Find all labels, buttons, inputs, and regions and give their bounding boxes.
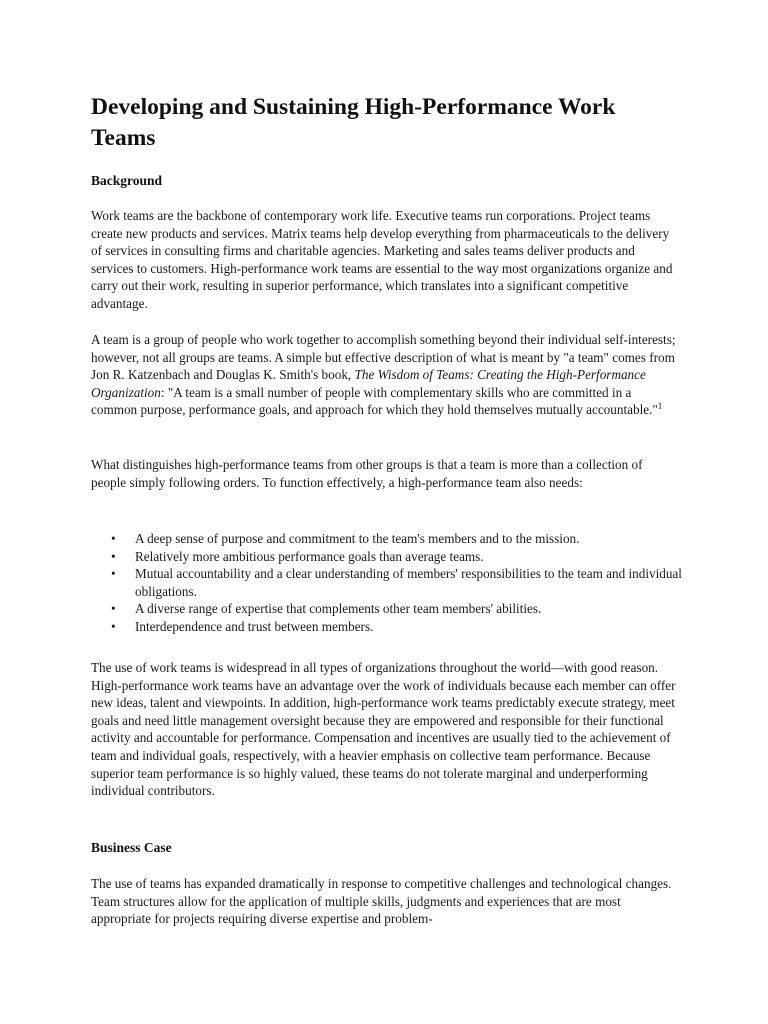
section-heading-background: Background <box>91 173 163 188</box>
document-title: Developing and Sustaining High-Performance Work Teams <box>91 94 616 151</box>
list-item-text: Interdependence and trust between members. <box>135 618 374 634</box>
paragraph-2-text-start: A team is a group of people who work together to accomplish something beyond their individual self-interests; however, not all groups are teams. A simple but effective description of what is meant by "a team" comes from Jon R. Katzenbach and Douglas K. Smith's book, <box>91 332 676 383</box>
bullet-icon: • <box>111 531 116 546</box>
list-item <box>111 565 720 600</box>
bullet-icon: • <box>111 548 116 564</box>
bullet-icon: • <box>111 566 116 582</box>
list-item-text: Mutual accountability and a clear understanding of members' responsibilities to the team and individual obligations. <box>135 566 682 599</box>
footnote-reference[interactable]: 1 <box>657 401 663 412</box>
team-needs-list <box>91 530 720 636</box>
bullet-icon: • <box>111 618 116 634</box>
list-item <box>111 600 720 618</box>
list-item <box>111 548 720 566</box>
background-paragraph-3: What distinguishes high-performance teams from other groups is that a team is more than a collection of people simply following orders. To function effectively, a high-performance team also needs: <box>91 457 643 490</box>
background-paragraph-1: Work teams are the backbone of contemporary work life. Executive teams run corporations. Project teams create new products and services. Matrix teams help develop everything from pharmaceuticals to the delivery of services in consulting firms and charitable agencies. Marketing and sales teams deliver products and services to customers. High-performance work teams are essential to the way most organizations organize and carry out their work, resulting in superior performance, which translates into a significant competitive advantage. <box>91 208 673 311</box>
list-item <box>111 530 720 548</box>
background-paragraph-4: The use of work teams is widespread in all types of organizations throughout the world—with good reason. High-performance work teams have an advantage over the work of individuals because each member can offer new ideas, talent and viewpoints. In addition, high-performance work teams predictably execute strategy, meet goals and need little management oversight because they are empowered and responsible for their functional activity and accountable for performance. Compensation and incentives are usually tied to the achievement of team and individual goals, respectively, with a heavier emphasis on collective team performance. Because superior team performance is so highly valued, these teams do not tolerate marginal and underperforming individual contributors. <box>91 660 676 799</box>
business-case-paragraph-1: The use of teams has expanded dramatically in response to competitive challenges and technological changes. Team structures allow for the application of multiple skills, judgments and experiences that are most appropriate for projects requiring diverse expertise and problem- <box>91 876 672 927</box>
list-item-text: Relatively more ambitious performance goals than average teams. <box>135 548 484 564</box>
paragraph-2-text-end: : "A team is a small number of people with complementary skills who are committed in a common purpose, performance goals, and approach for which they hold themselves mutually accountable." <box>91 384 658 418</box>
bullet-icon: • <box>111 601 116 617</box>
section-heading-business-case: Business Case <box>91 840 172 855</box>
list-item-text: A diverse range of expertise that complements other team members' abilities. <box>135 601 542 617</box>
list-item-text: A deep sense of purpose and commitment to the team's members and to the mission. <box>135 531 580 546</box>
book-title: The Wisdom of Teams: Creating the High-Performance Organization <box>91 367 646 400</box>
list-item <box>111 618 720 636</box>
background-paragraph-2 <box>91 331 676 419</box>
